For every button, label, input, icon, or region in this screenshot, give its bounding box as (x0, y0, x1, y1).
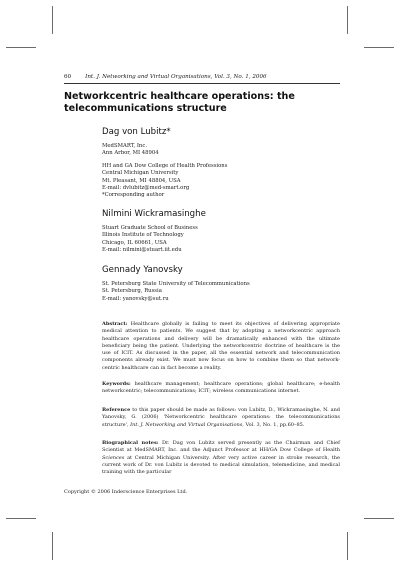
author-block (102, 127, 340, 200)
affiliation-line: St. Petersburg, Russia (102, 288, 162, 295)
bio-text (102, 440, 340, 476)
bio-body: Dr. Dag von Lubitz served presently as the Chairman and Chief Scientist at MedSMART, Inc. and the Adjunct Professor at HH/GA Dow College of Health (102, 440, 340, 454)
abstract-label: Abstract: (102, 321, 128, 327)
author-name: Gennady Yanovsky (102, 265, 183, 275)
crop-mark (347, 532, 348, 560)
crop-mark (52, 6, 53, 34)
affiliation-line: Mt. Pleasant, MI 48804, USA (102, 177, 181, 184)
crop-mark (6, 518, 36, 519)
email-text: E-mail: nilmini@stuart.iit.edu (102, 247, 182, 254)
author-block (102, 209, 340, 255)
reference-text (102, 407, 340, 429)
affiliation-line: HH and GA Dow College of Health Professions (102, 162, 228, 169)
running-head (64, 74, 340, 80)
bio-body-continued: at Central Michigan University. After very active career in stroke research, the current work of Dr. von Lubitz is devoted to medical simulation, telemedicine, and medical training with the particular (102, 454, 340, 475)
page-number: 60 (64, 74, 72, 80)
paper-title: Networkcentric healthcare operations: the telecommunications structure (64, 91, 295, 115)
bio-emphasis: Sciences (102, 454, 125, 461)
journal-citation: Int. J. Networking and Virtual Organisations, Vol. 3, No. 1, 2006 (85, 74, 267, 80)
affiliation-line: Stuart Graduate School of Business (102, 225, 198, 231)
author-block (102, 265, 340, 303)
email-text: E-mail: yanovsky@sut.ru (102, 295, 169, 302)
email-text: E-mail: dvlubitz@med-smart.org (102, 185, 190, 192)
affiliation-line: MedSMART, Inc. (102, 143, 147, 149)
crop-mark (364, 518, 394, 519)
reference-volume: Vol. 3, No. 1, pp.60–85. (245, 421, 305, 428)
bio-label: Biographical notes: (102, 440, 159, 446)
affiliation-line: Central Michigan University (102, 170, 179, 177)
affiliation-line: Ann Arbor, MI 48904 (102, 150, 159, 157)
crop-mark (52, 532, 53, 560)
copyright-notice: Copyright © 2006 Inderscience Enterprises Ltd. (64, 489, 188, 495)
reference-body: to this paper should be made as follows: von Lubitz, D., Wickramasinghe, N. and Yanovsky, G. (2006) 'Networkcentric healthcare operations: the telecommunications structure', (102, 407, 340, 428)
keywords-body: healthcare management; healthcare operations; global healthcare; e-health networkcentric; telecommunications; ICIT; wireless communications internet. (102, 381, 340, 395)
reference-journal: Int. J. Networking and Virtual Organisations, (130, 421, 244, 428)
reference-label: Reference (102, 407, 131, 413)
abstract-section (102, 321, 340, 372)
header-rule (64, 83, 340, 84)
crop-mark (347, 6, 348, 34)
affiliation-line: Chicago, IL 60661, USA (102, 239, 167, 246)
keywords-section (102, 381, 340, 396)
bio-section (102, 440, 340, 476)
author-name: Nilmini Wickramasinghe (102, 209, 206, 219)
abstract-body: Healthcare globally is failing to meet its objectives of delivering appropriate medical attention to patients. We suggest that by adopting a networkcentric approach healthcare operations and delivery will be dramatically enhanced with the ultimate beneficiary being the patient. Underlying the networkcentric doctrine of healthcare is the use of ICIT. As discussed in the paper, all the essential network and telecommunication components already exist. We must now focus on how to combine them so that network-centric healthcare can in fact become a reality. (102, 321, 341, 371)
keywords-text (102, 381, 340, 396)
corresponding-note: *Corresponding author (102, 192, 165, 199)
crop-mark (6, 47, 36, 48)
keywords-label: Keywords: (102, 381, 131, 387)
reference-section (102, 407, 340, 429)
abstract-text (102, 321, 340, 372)
affiliation-line: Illinois Institute of Technology (102, 232, 184, 239)
affiliation-line: St. Petersburg State University of Telecommunications (102, 281, 250, 287)
author-name: Dag von Lubitz* (102, 127, 171, 137)
crop-mark (364, 47, 394, 48)
